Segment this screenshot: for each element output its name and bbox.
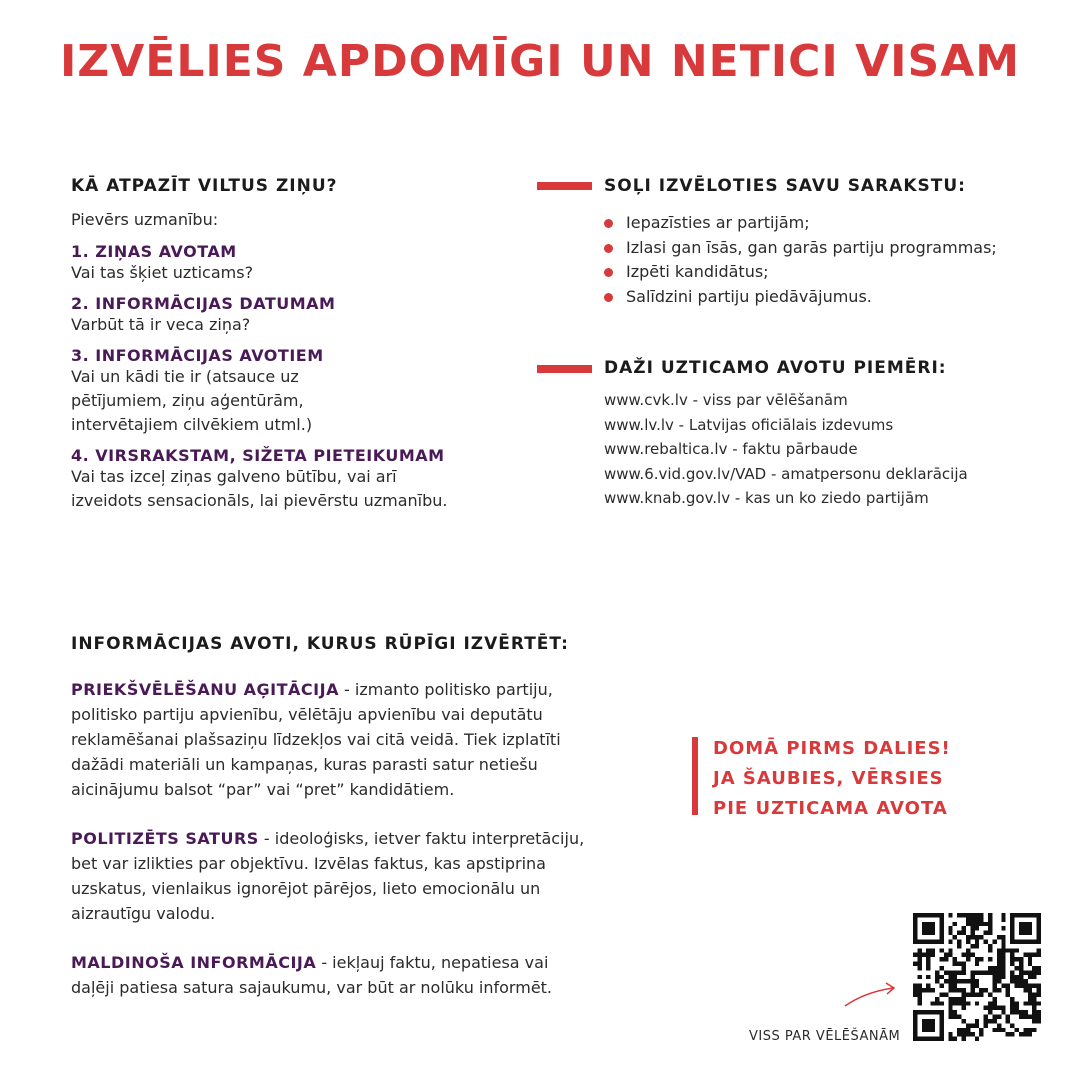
fake-news-section <box>71 176 511 513</box>
fake-news-item-line: intervētajiem cilvēkiem utml.) <box>71 415 313 434</box>
fake-news-item-label: 1. ZIŅAS AVOTAM <box>71 242 237 261</box>
fake-news-item-line: Vai un kādi tie ir (atsauce uz <box>71 367 299 386</box>
bullet-icon <box>604 293 613 302</box>
bullet-icon <box>604 219 613 228</box>
evaluate-section <box>71 634 591 1000</box>
fake-news-item-line: Vai tas šķiet uzticams? <box>71 263 254 282</box>
source-link[interactable]: www.knab.gov.lv - kas un ko ziedo partijām <box>604 489 929 507</box>
steps-list-item <box>604 285 1044 310</box>
steps-item-text: Izpēti kandidātus; <box>626 262 769 281</box>
evaluate-paragraph <box>71 950 591 1000</box>
fake-news-item <box>71 242 511 285</box>
steps-item-text: Salīdzini partiju piedāvājumus. <box>626 286 872 306</box>
fake-news-item-line: Vai tas izceļ ziņas galveno būtību, vai arī <box>71 467 397 486</box>
fake-news-heading: KĀ ATPAZĪT VILTUS ZIŅU? <box>71 176 338 196</box>
fake-news-item-label: 2. INFORMĀCIJAS DATUMAM <box>71 294 336 313</box>
qr-code-icon[interactable] <box>913 913 1041 1041</box>
steps-list <box>604 211 1044 309</box>
steps-list-item <box>604 236 1044 261</box>
evaluate-heading: INFORMĀCIJAS AVOTI, KURUS RŪPĪGI IZVĒRTĒT: <box>71 634 569 654</box>
steps-list-item <box>604 211 1044 236</box>
steps-item-text: Izlasi gan īsās, gan garās partiju programmas; <box>626 237 997 257</box>
evaluate-paragraph <box>71 677 591 802</box>
fake-news-item-line: izveidots sensacionāls, lai pievērstu uzmanību. <box>71 491 448 510</box>
evaluate-line: reklamēšanai plašsaziņu līdzekļos vai citā veidā. Tiek izplatīti <box>71 730 561 749</box>
evaluate-line: daļēji patiesa satura sajaukumu, var būt ar nolūku informēt. <box>71 978 553 997</box>
evaluate-line: - ideoloģisks, ietver faktu interpretāciju, <box>258 829 585 848</box>
fake-news-item-label: 3. INFORMĀCIJAS AVOTIEM <box>71 346 324 365</box>
bullet-icon <box>604 244 613 253</box>
source-link[interactable]: www.rebaltica.lv - faktu pārbaude <box>604 440 858 458</box>
evaluate-line: dažādi materiāli un kampaņas, kuras parasti satur netiešu <box>71 755 538 774</box>
callout-line: DOMĀ PIRMS DALIES! <box>713 738 951 759</box>
evaluate-line: aizrautīgu valodu. <box>71 904 216 923</box>
fake-news-intro: Pievērs uzmanību: <box>71 210 219 229</box>
evaluate-line: politisko partiju apvienību, vēlētāju apvienību vai deputātu <box>71 705 543 724</box>
steps-list-item <box>604 260 1044 285</box>
source-link[interactable]: www.6.vid.gov.lv/VAD - amatpersonu deklarācija <box>604 464 968 483</box>
sources-accent-bar <box>537 365 592 373</box>
callout-line: JA ŠAUBIES, VĒRSIES <box>713 768 944 789</box>
curved-arrow-icon <box>843 980 899 1010</box>
evaluate-term: PRIEKŠVĒLĒŠANU AĢITĀCIJA <box>71 680 339 699</box>
sources-list <box>604 388 1064 511</box>
steps-heading: SOĻI IZVĒLOTIES SAVU SARAKSTU: <box>604 176 966 196</box>
steps-item-text: Iepazīsties ar partijām; <box>626 213 810 232</box>
fake-news-item-line: Varbūt tā ir veca ziņa? <box>71 315 251 334</box>
bullet-icon <box>604 268 613 277</box>
source-link[interactable]: www.lv.lv - Latvijas oficiālais izdevums <box>604 415 894 434</box>
evaluate-line: uzskatus, vienlaikus ignorējot pārējos, lieto emocionālu un <box>71 879 541 898</box>
callout-accent-bar <box>692 737 698 815</box>
fake-news-item <box>71 294 511 337</box>
evaluate-line: - izmanto politisko partiju, <box>338 680 553 699</box>
callout-line: PIE UZTICAMA AVOTA <box>713 798 948 819</box>
sources-heading: DAŽI UZTICAMO AVOTU PIEMĒRI: <box>604 358 947 378</box>
evaluate-line: aicinājumu balsot “par” vai “pret” kandidātiem. <box>71 780 455 799</box>
fake-news-item <box>71 446 511 513</box>
steps-section <box>604 176 1044 309</box>
fake-news-item-line: pētījumiem, ziņu aģentūrām, <box>71 391 304 410</box>
page-title: IZVĒLIES APDOMĪGI UN NETICI VISAM <box>59 36 1021 87</box>
steps-accent-bar <box>537 182 592 190</box>
source-link[interactable]: www.cvk.lv - viss par vēlēšanām <box>604 391 848 409</box>
fake-news-item-label: 4. VIRSRAKSTAM, SIŽETA PIETEIKUMAM <box>71 446 445 465</box>
evaluate-term: POLITIZĒTS SATURS <box>71 829 259 848</box>
sources-section <box>604 358 1064 511</box>
qr-caption: VISS PAR VĒLĒŠANĀM <box>749 1029 901 1044</box>
fake-news-item <box>71 346 511 437</box>
callout <box>713 734 951 824</box>
evaluate-line: - iekļauj faktu, nepatiesa vai <box>316 953 549 972</box>
evaluate-paragraph <box>71 826 591 926</box>
evaluate-term: MALDINOŠA INFORMĀCIJA <box>71 953 317 972</box>
evaluate-line: bet var izlikties par objektīvu. Izvēlas faktus, kas apstiprina <box>71 854 546 873</box>
